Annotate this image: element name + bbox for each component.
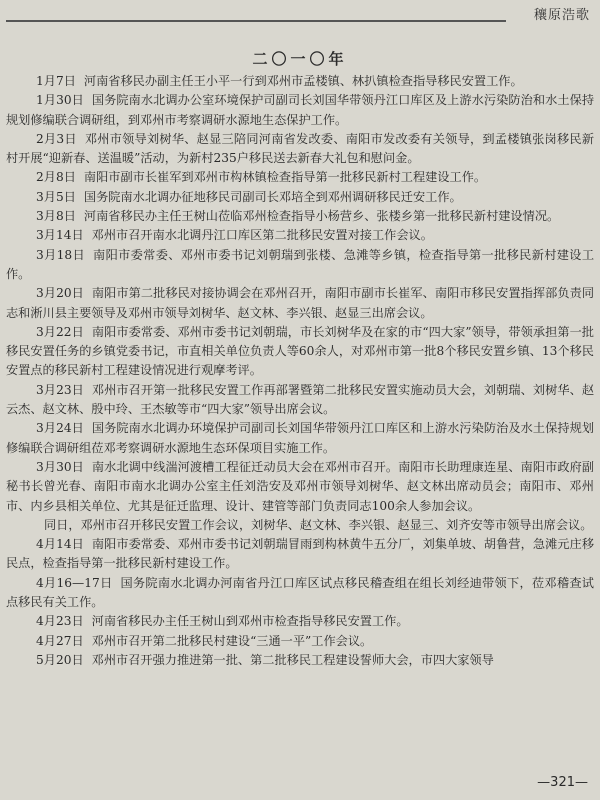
chronicle-entry <box>6 612 594 631</box>
entry-date: 1月30日 <box>36 93 84 108</box>
entry-date: 1月7日 <box>36 74 76 88</box>
entry-text: 邓州市领导刘树华、赵显三陪同河南省发改委、南阳市发改委有关领导，到孟楼镇张岗移民新村开展“迎新春、送温暖”活动，为新村235户移民送去新春大礼包和慰问金。 <box>6 131 595 166</box>
chronicle-entry <box>6 323 594 381</box>
chronicle-entry <box>6 632 594 651</box>
entry-text: 国务院南水北调办环境保护司副司长刘国华带领丹江口库区和上游水污染防治及水土保持规划修编联合调研组莅邓考察调研水源地生态环保项目实施工作。 <box>6 421 595 455</box>
chronicle-entry <box>6 535 594 574</box>
entry-date: 3月8日 <box>36 209 76 224</box>
chronicle-entry <box>6 574 594 613</box>
entry-text: 邓州市召开第二批移民村建设“三通一平”工作会议。 <box>91 633 373 648</box>
chronicle-entry <box>6 72 594 91</box>
entry-text: 南阳市副市长崔军到邓州市构林镇检查指导第一批移民新村工程建设工作。 <box>83 170 487 185</box>
entry-date: 2月3日 <box>36 131 77 146</box>
entry-date: 2月8日 <box>36 170 76 185</box>
entry-text: 国务院南水北调办河南省丹江口库区试点移民稽查组在组长刘经迪带领下，莅邓稽查试点移民有关工作。 <box>6 575 594 610</box>
chronicle-entry <box>6 284 594 323</box>
entry-text: 南阳市委常委、邓州市委书记刘朝瑞，市长刘树华及在家的市“四大家”领导，带领承担第一批移民安置任务的乡镇党委书记，市直相关单位负责人等60余人，对邓州市第一批8个移民安置乡镇、13个移民安置点的移民新村工程建设情况进行观摩考评。 <box>6 324 594 378</box>
entry-text: 邓州市召开南水北调丹江口库区第二批移民安置对接工作会议。 <box>91 228 433 243</box>
chronicle-entry <box>6 381 594 420</box>
entry-date: 3月14日 <box>36 228 84 243</box>
entry-date: 3月22日 <box>36 324 84 339</box>
entry-text: 南阳市第二批移民对接协调会在邓州召开，南阳市副市长崔军、南阳市移民安置指挥部负责同志和淅川县主要领导及邓州市领导刘树华、赵文林、李兴银、赵显三出席会议。 <box>6 286 595 320</box>
entry-text: 河南省移民办主任王树山莅临邓州检查指导小杨营乡、张楼乡第一批移民新村建设情况。 <box>83 209 560 224</box>
page-number: —321— <box>537 775 588 790</box>
chronicle-entry <box>6 419 594 458</box>
entry-text: 同日，邓州市召开移民安置工作会议，刘树华、赵文林、李兴银、赵显三、刘齐安等市领导出席会议。 <box>44 517 593 532</box>
entry-text: 南水北调中线湍河渡槽工程征迁动员大会在邓州市召开。南阳市长助理康连星、南阳市政府副秘书长曾光春、南阳市南水北调办公室主任刘浩安及邓州市领导刘树华、赵文林出席动员会；南阳市、邓州市、内乡县相关单位、尤其是征迁监理、设计、建管等部门负责同志100余人参加会议。 <box>6 459 595 513</box>
entry-text: 南阳市委常委、邓州市委书记刘朝瑞冒雨到构林黄牛五分厂，刘集单坡、胡鲁营，急滩元庄移民点，检查指导第一批移民新村建设工作。 <box>6 537 595 571</box>
entry-date: 5月20日 <box>36 652 84 667</box>
entry-date: 3月30日 <box>36 459 84 474</box>
chronicle-entry <box>6 207 594 226</box>
chronicle-entry <box>6 651 594 670</box>
running-header: 穰原浩歌 <box>533 8 590 23</box>
chronicle-entry <box>6 130 594 169</box>
entry-text: 南阳市委常委、邓州市委书记刘朝瑞到张楼、急滩等乡镇，检查指导第一批移民新村建设工作。 <box>6 247 595 281</box>
chronicle-entry <box>6 168 594 187</box>
chronicle-entry <box>6 458 594 516</box>
entry-date: 3月5日 <box>36 189 76 204</box>
entry-date: 3月18日 <box>36 247 86 262</box>
chronicle-entry <box>6 246 594 285</box>
entry-date: 3月23日 <box>36 382 84 397</box>
entry-date: 4月14日 <box>36 537 84 552</box>
entry-text: 河南省移民办副主任王小平一行到邓州市孟楼镇、林扒镇检查指导移民安置工作。 <box>83 74 523 88</box>
chronicle-entry <box>6 91 594 130</box>
entry-text: 河南省移民办主任王树山到邓州市检查指导移民安置工作。 <box>91 614 409 629</box>
year-heading: 二〇一〇年 <box>252 50 348 68</box>
header-rule <box>6 20 506 22</box>
entry-date: 4月23日 <box>36 614 84 629</box>
entry-date: 3月24日 <box>36 421 84 436</box>
entry-date: 4月27日 <box>36 633 84 648</box>
entry-text: 国务院南水北调办公室环境保护司副司长刘国华带领丹江口库区及上游水污染防治和水土保持规划修编联合调研组，到邓州市考察调研水源地生态保护工作。 <box>6 93 595 127</box>
entry-date: 3月20日 <box>36 286 84 301</box>
chronicle-entry <box>6 188 594 207</box>
entry-text: 国务院南水北调办征地移民司副司长邓培全到邓州调研移民迁安工作。 <box>83 189 462 204</box>
chronicle-body <box>6 72 594 670</box>
entry-text: 邓州市召开第一批移民安置工作再部署暨第二批移民安置实施动员大会，刘朝瑞、刘树华、赵云杰、赵文林、殷中玲、王杰敏等市“四大家”领导出席会议。 <box>6 382 595 417</box>
entry-date: 4月16—17日 <box>36 575 113 590</box>
chronicle-entry <box>6 516 594 535</box>
entry-text: 邓州市召开强力推进第一批、第二批移民工程建设誓师大会，市四大家领导 <box>91 652 494 667</box>
chronicle-entry <box>6 226 594 245</box>
